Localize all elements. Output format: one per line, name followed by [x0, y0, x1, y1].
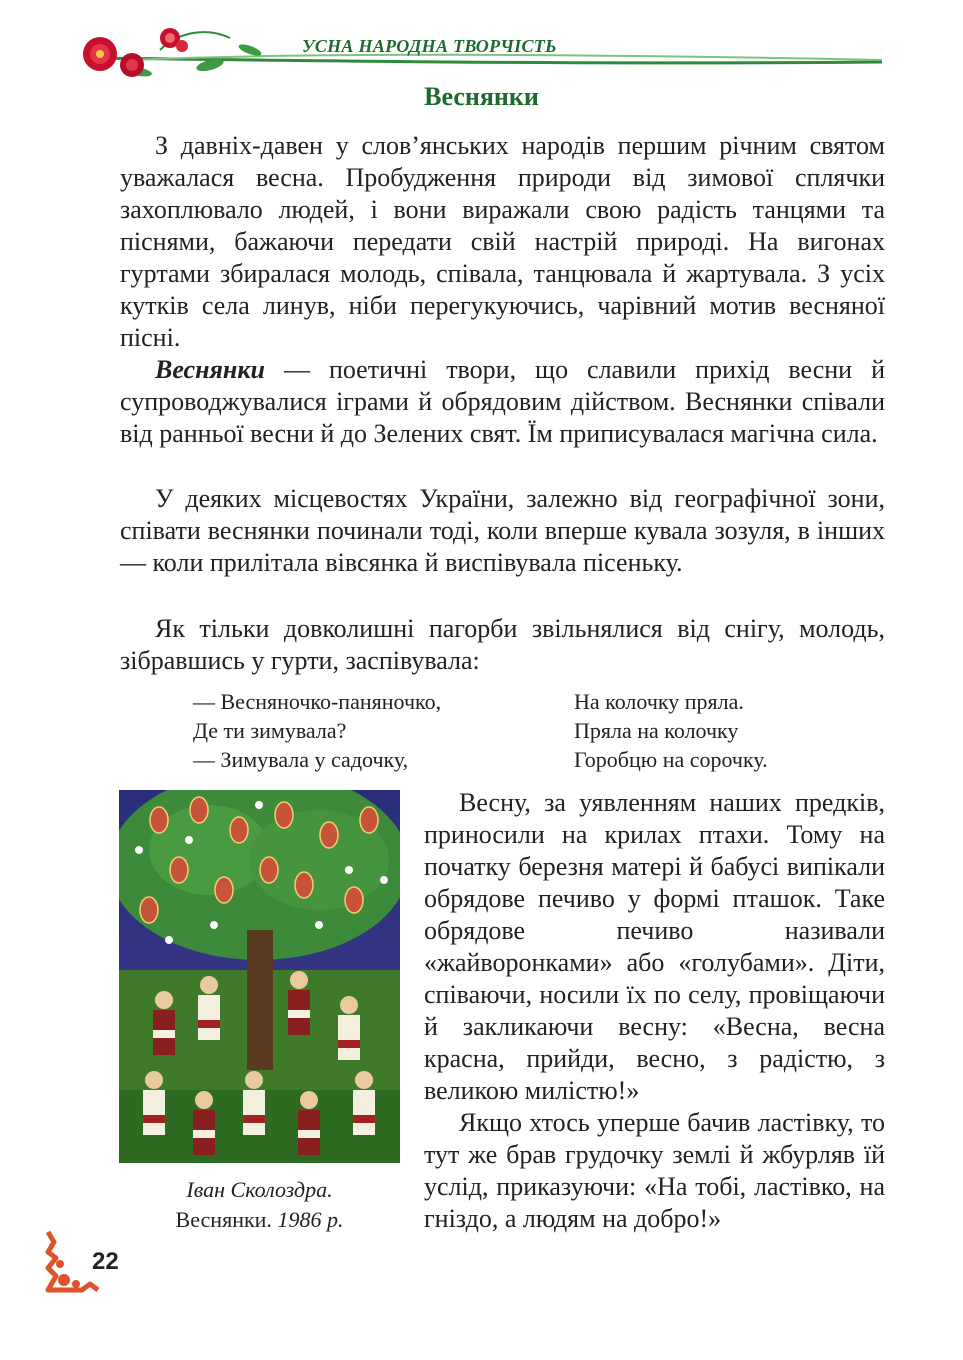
painting-image — [119, 790, 400, 1163]
poem-left-stanza — [193, 687, 441, 774]
definition-text: — поетичні твори, що славили прихід весни й супроводжувалися іграми й обрядовим дійством. Веснянки співали від ранньої весни й до Зелених свят. Їм приписувалася магічна сила. — [120, 355, 885, 448]
poem-line: — Зимувала у садочку, — [193, 747, 409, 772]
paragraph-hills: Як тільки довколишні пагорби звільнялися від снігу, молодь, зібравшись у гурти, заспівувала: — [120, 614, 885, 675]
paragraph-swallow: Якщо хтось уперше бачив ластівку, то тут же брав грудочку землі й жбурляв їй услід, приказуючи: «На тобі, ластівко, на гніздо, а людям на добро!» — [424, 1108, 885, 1233]
poem-line: Пряла на колочку — [574, 718, 739, 743]
section-title: УСНА НАРОДНА ТВОРЧІСТЬ — [302, 36, 557, 56]
paragraph-definition — [120, 354, 885, 450]
painting-caption — [119, 1175, 400, 1235]
poem-line: Де ти зимувала? — [193, 718, 347, 743]
poem-line: Горобцю на сорочку. — [574, 747, 768, 772]
term-vesnianky: Веснянки — [155, 355, 265, 384]
paragraph-birds: Весну, за уявленням наших предків, приносили на крилах птахи. Тому на початку березня матері й бабусі випікали обрядове печиво у формі пташок. Таке обрядове печиво називали «жайворонками» або «голубами». Діти, співаючи, носили їх по селу, провіщаючи й закликаючи весну: «Весна, весна красна, прийди, весно, з радістю, з великою милістю!» — [424, 788, 885, 1105]
caption-year: 1986 р. — [277, 1207, 344, 1232]
poem-right-stanza — [574, 687, 768, 774]
poem-line: — Весняночко-паняночко, — [193, 689, 442, 714]
page-title: Веснянки — [424, 82, 539, 111]
caption-author: Іван Сколоздра. — [186, 1177, 333, 1202]
page-header — [70, 10, 890, 90]
paragraph-regions: У деяких місцевостях України, залежно від географічної зони, співати веснянки починали тоді, коли вперше кувала зозуля, в інших — коли прилітала вівсянка й виспівувала пісеньку. — [120, 484, 885, 577]
caption-work: Веснянки. — [175, 1207, 272, 1232]
page-number: 22 — [92, 1248, 119, 1275]
poem-line: На колочку пряла. — [574, 689, 744, 714]
paragraph-intro: З давніх-давен у слов’янських народів першим річним святом уважалася весна. Пробудження природи від зимової сплячки захоплювало людей, і вони виражали свою радість танцями та піснями, бажаючи передати свій настрій природі. На вигонах гуртами збиралася молодь, співала, танцювала й жартувала. З усіх кутків села линув, ніби перегукуючись, чарівний мотив весняної пісні. — [120, 131, 885, 352]
